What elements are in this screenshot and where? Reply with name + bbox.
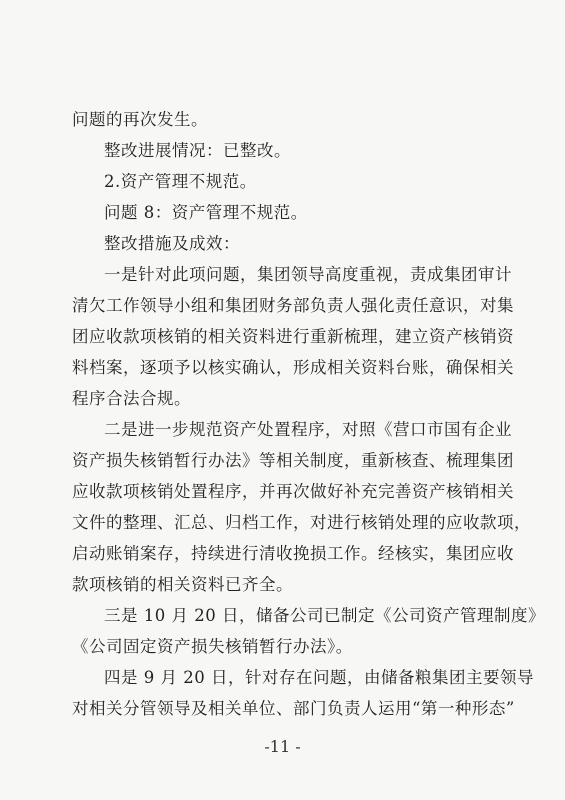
text-line-12: 资产损失核销暂行办法》等相关制度，重新核查、梳理集团 [72,451,514,470]
text-line-18: 《公司固定资产损失核销暂行办法》。 [72,637,353,656]
text-line-5: 整改措施及成效： [104,234,240,253]
page-number: -11 - [264,737,301,756]
text-line-7: 清欠工作领导小组和集团财务部负责人强化责任意识，对集 [72,296,514,315]
text-line-8: 团应收款项核销的相关资料进行重新梳理，建立资产核销资 [72,327,514,346]
text-line-3: 2.资产管理不规范。 [104,172,257,191]
text-line-11: 二是进一步规范资产处置程序，对照《营口市国有企业 [104,420,512,439]
document-body [72,104,545,724]
text-line-15: 启动账销案存，持续进行清收挽损工作。经核实，集团应收 [72,544,514,563]
text-line-16: 款项核销的相关资料已齐全。 [72,575,293,594]
text-line-13: 应收款项核销处置程序，并再次做好补充完善资产核销相关 [72,482,514,501]
text-line-2: 整改进展情况：已整改。 [104,141,291,160]
text-line-6: 一是针对此项问题，集团领导高度重视，责成集团审计 [104,265,512,284]
text-line-4: 问题 8：资产管理不规范。 [104,203,308,222]
text-line-10: 程序合法合规。 [72,389,191,408]
text-line-17: 三是 10 月 20 日，储备公司已制定《公司资产管理制度》 [104,606,545,625]
text-line-1: 问题的再次发生。 [72,110,208,129]
text-line-19: 四是 9 月 20 日，针对存在问题，由储备粮集团主要领导 [104,668,534,687]
text-line-9: 料档案，逐项予以核实确认，形成相关资料台账，确保相关 [72,358,514,377]
text-line-20: 对相关分管领导及相关单位、部门负责人运用“第一种形态” [72,699,515,718]
text-line-14: 文件的整理、汇总、归档工作，对进行核销处理的应收款项， [72,513,531,532]
